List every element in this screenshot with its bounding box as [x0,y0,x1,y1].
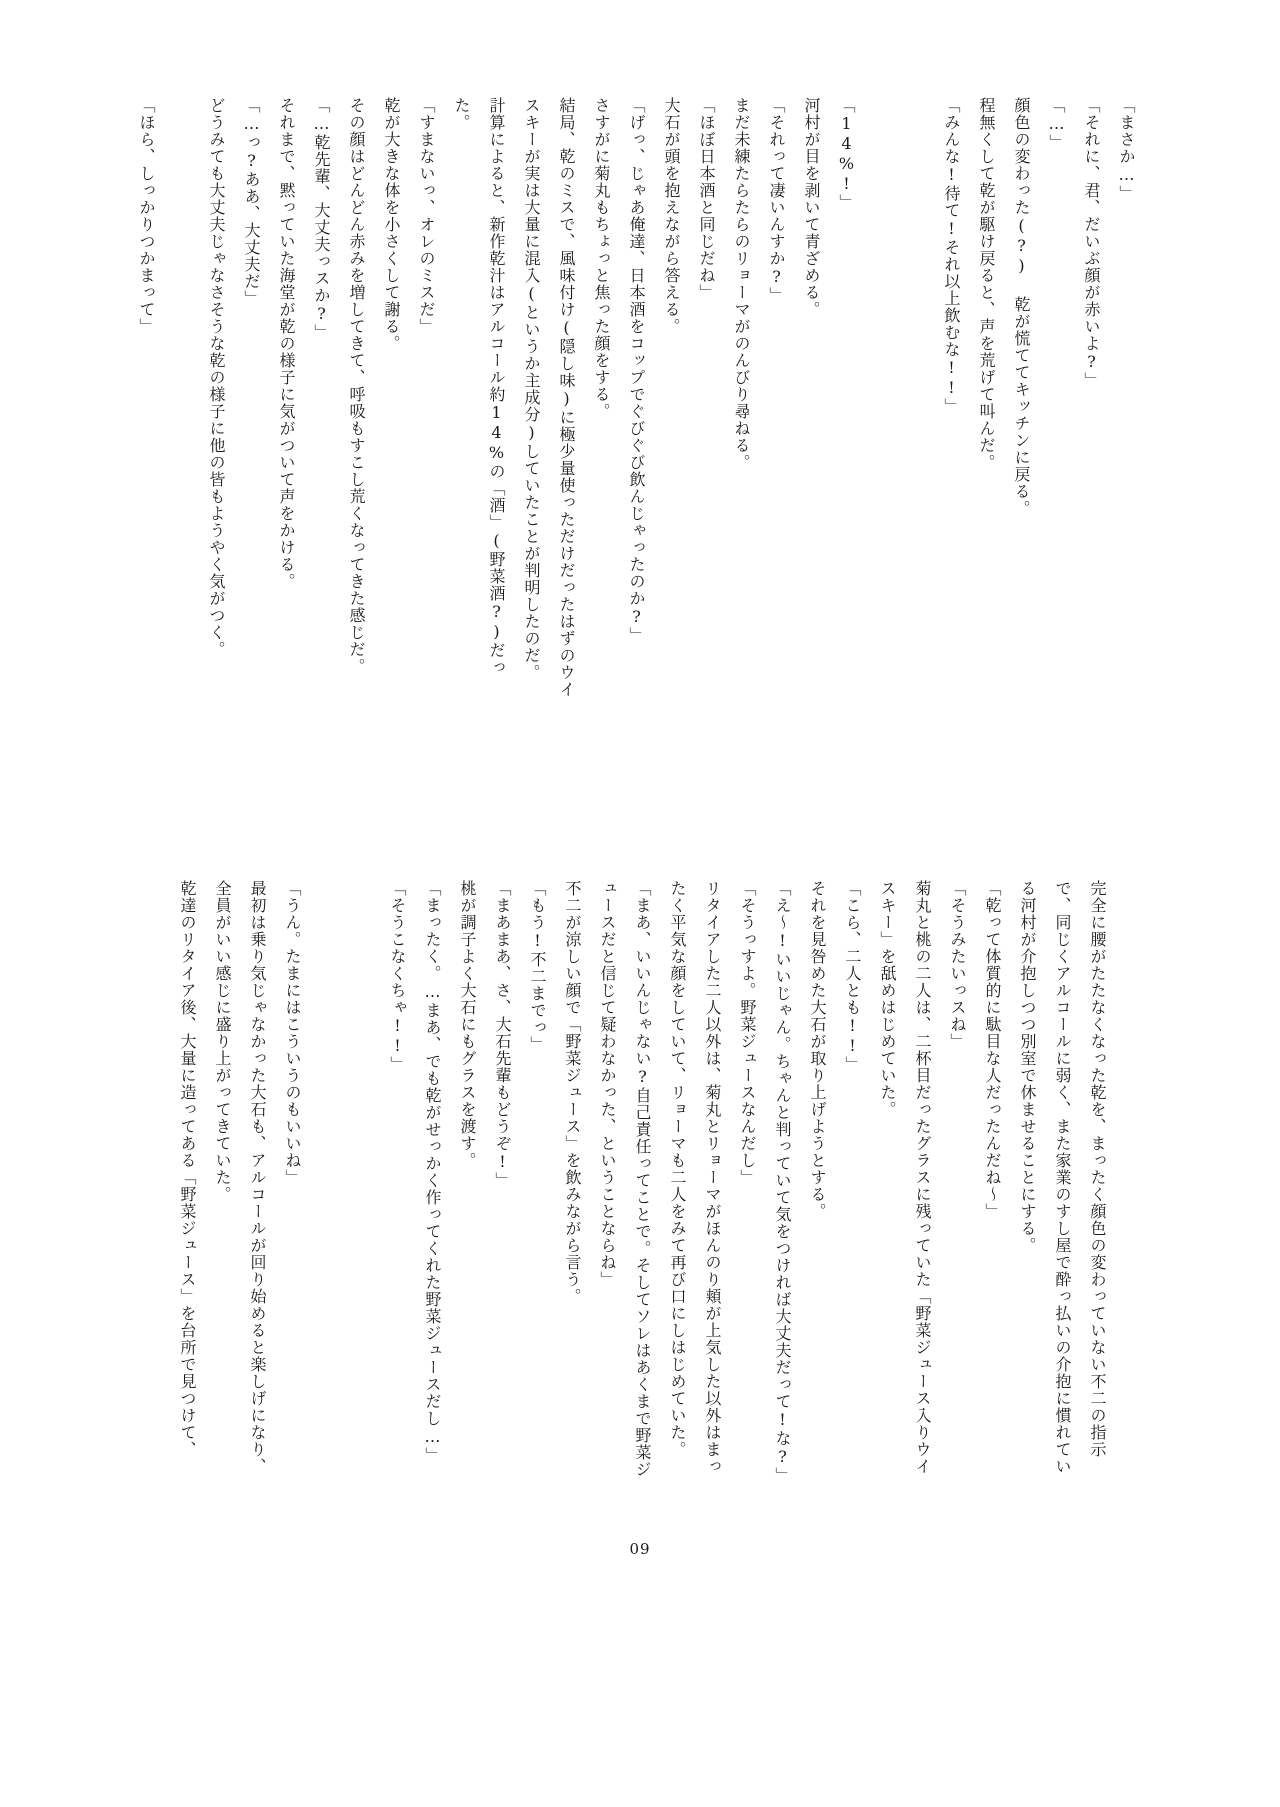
paragraph-line: 完全に腰がたたなくなった乾を、まったく顔色の変わっていない不二の指示で、同じくアルコールに弱く、また家業のすし屋で酔っ払いの介抱に慣れている河村が介抱しつつ別室で休ませることにする。 [1018,880,1107,1475]
paragraph-line: 「…」 [1047,97,1066,151]
paragraph-line: 「それに、君、だいぶ顔が赤いよ?」 [1082,97,1101,389]
paragraph-line: 「こら、二人とも!!」 [843,880,862,1073]
paragraph-line: 菊丸と桃の二人は、二杯目だったグラスに残っていた「野菜ジュース入りウイスキー」を舐めはじめていた。 [878,880,932,1475]
paragraph-line: 「すまないっ、オレのミスだ」 [417,97,436,335]
paragraph-line: どうみても大丈夫じゃなさそうな乾の様子に他の皆もようやく気がつく。 [207,97,226,658]
paragraph-line: リタイアした二人以外は、菊丸とリョーマがほんのり頬が上気した以外はまったく平気な顔をしていて、リョーマも二人をみて再び口にしはじめていた。 [668,880,722,1475]
paragraph-line: 乾達のリタイア後、大量に造ってある「野菜ジュース」を台所で見つけて、 [178,880,197,1458]
paragraph-line: 計算によると、新作乾汁はアルコール約14%の「酒」(野菜酒?)だった。 [452,97,506,676]
paragraph-line: それを見咎めた大石が取り上げようとする。 [808,880,827,1220]
paragraph-line: 乾が大きな体を小さくして謝る。 [382,97,401,352]
paragraph-line: 「まさか…」 [1117,97,1136,202]
paragraph-line: まだ未練たらたらのリョーマがのんびり尋ねる。 [732,97,751,471]
paragraph-line: 「まあまあ、さ、大石先輩もどうぞ!」 [493,880,512,1189]
paragraph-line: 「それって凄いんすか?」 [767,97,786,304]
paragraph-line: 「みんな!待て!それ以上飲むな!!」 [942,97,961,415]
page-number: 09 [629,1540,651,1558]
paragraph-line: 桃が調子よく大石にもグラスを渡す。 [458,880,477,1169]
paragraph-line: それまで、黙っていた海堂が乾の様子に気がついて声をかける。 [277,97,296,590]
paragraph-line: 「そうみたいっスね」 [948,880,967,1050]
paragraph-line: 「…乾先輩、大丈夫っスか?」 [312,97,331,341]
paragraph-line: 「もう!不二までっ」 [528,880,547,1053]
paragraph-line: 「うん。たまにはこういうのもいいね」 [283,880,302,1186]
paragraph-line: 最初は乗り気じゃなかった大石も、アルコールが回り始めると楽しげになり、全員がいい感じに盛り上がってきていた。 [213,880,267,1475]
paragraph-line: 河村が目を剥いて青ざめる。 [802,97,821,318]
paragraph-line: 「そうっすよ。野菜ジュースなんだし」 [738,880,757,1186]
paragraph-line: 「え〜!いいじゃん。ちゃんと判っていて気をつければ大丈夫だって!な?」 [773,880,792,1484]
paragraph-line: 「そうこなくちゃ!!」 [388,880,407,1073]
paragraph-line: 「げっ、じゃあ俺達、日本酒をコップでぐびぐび飲んじゃったのか?」 [627,97,646,644]
paragraph-line: 「14%!」 [837,97,856,211]
paragraph-line: その顔はどんどん赤みを増してきて、呼吸もすこし荒くなってきた感じだ。 [347,97,366,675]
paragraph-line: 「…っ?ああ、大丈夫だ」 [242,97,261,307]
paragraph-line: 「まったく。…まあ、でも乾がせっかく作ってくれた野菜ジュースだし…」 [423,880,442,1464]
paragraph-line: 顔色の変わった(?) 乾が慌ててキッチンに戻る。 [1012,97,1031,517]
paragraph-line: 大石が頭を抱えながら答える。 [662,97,681,335]
paragraph-line: 「乾って体質的に駄目な人だったんだね〜」 [983,880,1002,1220]
paragraph-line: 「ほぼ日本酒と同じだね」 [697,97,716,301]
paragraph-line: 「ほら、しっかりつかまって」 [137,97,156,335]
paragraph-line: さすがに菊丸もちょっと焦った顔をする。 [592,97,611,420]
paragraph-line: 不二が涼しい顔で「野菜ジュース」を飲みながら言う。 [563,880,582,1305]
paragraph-line: 程無くして乾が駆け戻ると、声を荒げて叫んだ。 [977,97,996,471]
paragraph-line: 「まあ、いいんじゃない?自己責任ってことで。そしてソレはあくまで野菜ジュースだと信じて疑わなかった、ということならね」 [598,880,652,1478]
novel-text-block-bottom [170,880,1115,1484]
paragraph-line: 結局、乾のミスで、風味付け(隠し味)に極少量使っただけだったはずのウイスキーが実は大量に混入(というか主成分)していたことが判明したのだ。 [522,97,576,698]
novel-text-block-top [129,97,1144,701]
